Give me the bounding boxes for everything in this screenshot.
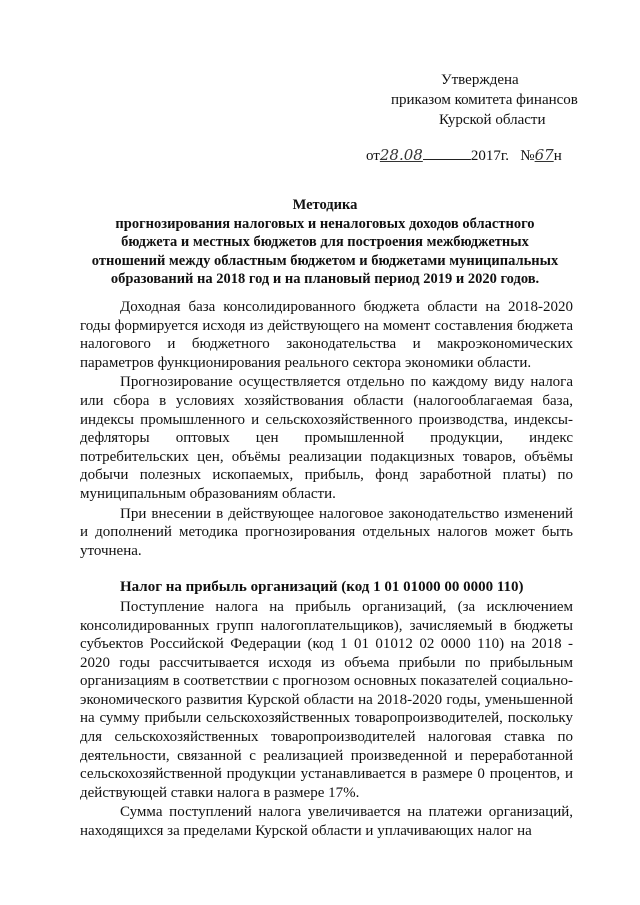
document-body bbox=[80, 298, 573, 841]
title-line-5: образований на 2018 год и на плановый период 2019 и 2020 годов. bbox=[110, 271, 540, 287]
section-heading: Налог на прибыль организаций (код 1 01 01000 00 0000 110) bbox=[120, 579, 524, 596]
handwritten-number: 67 bbox=[534, 146, 554, 164]
order-date-line bbox=[366, 145, 562, 166]
paragraph-2: Прогнозирование осуществляется отдельно по каждому виду налога или сбора в условиях хозяйствования области (налогооблагаемая база, индексы промышленного и сельскохозяйственного производства, индексы-дефляторы оптовых цен промышленной продукции, индекс потребительских цен, объёмы реализации подакцизных товаров, объёмы добычи полезных ископаемых, прибыль, фонд заработной платы) по муниципальным образованиям области. bbox=[80, 374, 573, 502]
title-line-4: отношений между областным бюджетом и бюджетами муниципальных bbox=[91, 252, 559, 269]
section-paragraph-2: Сумма поступлений налога увеличивается на платежи организаций, находящихся за пределами Курской области и уплачивающих налог на bbox=[80, 804, 573, 840]
number-suffix: н bbox=[553, 148, 562, 164]
handwritten-date: 28.08 bbox=[379, 146, 423, 164]
title-line-3: бюджета и местных бюджетов для построения межбюджетных bbox=[121, 234, 529, 250]
section-paragraph-1: Поступление налога на прибыль организаций, (за исключением консолидированных групп налогоплательщиков), зачисляемый в бюджеты субъектов Российской Федерации (код 1 01 01012 02 0000 110) на 2018 - 2020 годы рассчитывается исходя из объема прибыли по прибыльным организациям в соответствии с прогнозом основных показателей социально-экономического развития Курской области на 2018-2020 годы, уменьшенной на сумму прибыли сельскохозяйственных товаропроизводителей, поскольку для сельскохозяйственных товаропроизводителей налоговая ставка по деятельности, связанной с реализацией произведенной и переработанной сельскохозяйственной продукции устанавливается в размере 0 процентов, и действующей ставки налога в размере 17%. bbox=[80, 598, 573, 801]
paragraph-3: При внесении в действующее налоговое законодательство изменений и дополнений методика прогнозирования отдельных налогов может быть уточнена. bbox=[80, 505, 573, 559]
section-gap bbox=[80, 560, 573, 578]
approval-stamp bbox=[384, 70, 584, 130]
date-year: 2017г. bbox=[470, 148, 510, 164]
number-label: № bbox=[520, 148, 535, 164]
approval-line-2: приказом комитета финансов bbox=[391, 92, 578, 108]
approval-line-3: Курской области bbox=[439, 112, 546, 128]
title-line-2: прогнозирования налоговых и неналоговых доходов областного bbox=[115, 215, 535, 232]
paragraph-1: Доходная база консолидированного бюджета области на 2018-2020 годы формируется исходя из действующего на момент составления бюджета налогового и бюджетного законодательства и макроэкономических параметров функционирования реального сектора экономики области. bbox=[80, 299, 573, 371]
document-title bbox=[70, 196, 580, 289]
date-prefix: от bbox=[366, 148, 380, 164]
approval-line-1: Утверждена bbox=[441, 72, 519, 88]
date-blank-line bbox=[423, 145, 471, 160]
title-line-1: Методика bbox=[292, 197, 358, 213]
